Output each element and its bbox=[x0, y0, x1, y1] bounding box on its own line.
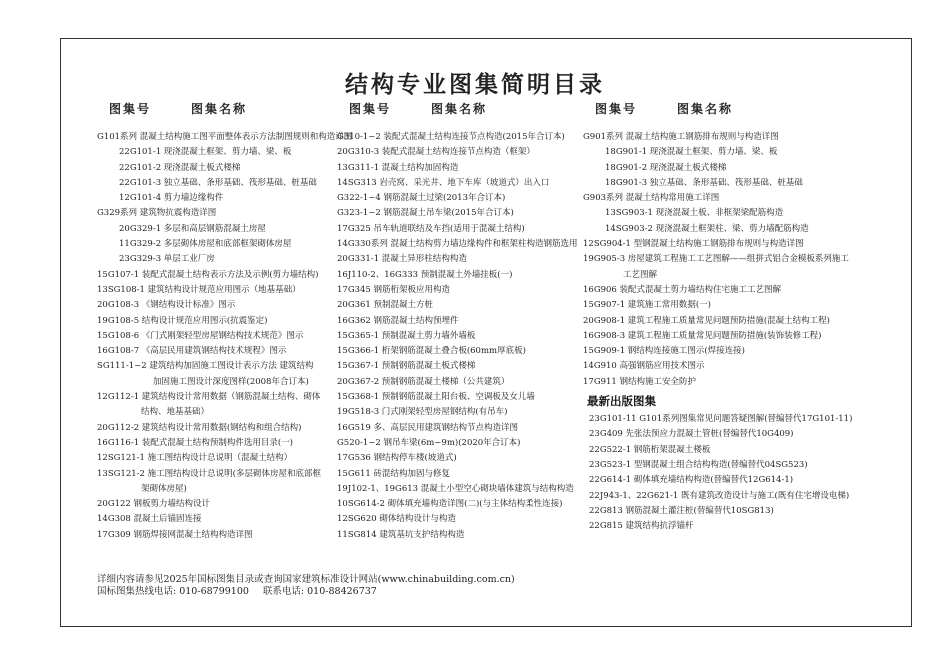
page-title: 结构专业图集简明目录 bbox=[345, 72, 605, 98]
new-section-list bbox=[583, 412, 883, 534]
catalog-entry: 15G366-1 桁架钢筋混凝土叠合板(60mm厚底板) bbox=[337, 346, 526, 357]
header-code: 图集号 bbox=[349, 102, 392, 116]
catalog-entry: 19G108-5 结构设计规范应用图示(抗震鉴定) bbox=[97, 315, 268, 326]
header-code: 图集号 bbox=[109, 102, 152, 116]
catalog-entry: 13G311-1 混凝土结构加固构造 bbox=[337, 162, 459, 173]
footer-website-line: 详细内容请参见2025年国标图集目录或查询国家建筑标准设计网站(www.chinabuilding.com.cn) bbox=[97, 574, 515, 585]
column-header bbox=[337, 100, 587, 120]
catalog-entry: G901系列 混凝土结构施工钢筋排布规则与构造详图 bbox=[583, 132, 779, 142]
catalog-entry: 20G108-3 《钢结构设计标准》图示 bbox=[97, 300, 236, 311]
catalog-entry: 20G329-1 多层和高层钢筋混凝土房屋 bbox=[119, 223, 266, 234]
catalog-entry: 20G122 钢板剪力墙结构设计 bbox=[97, 499, 211, 510]
catalog-entry: 15G367-1 预制钢筋混凝土板式楼梯 bbox=[337, 361, 476, 372]
new-catalog-entry: 23G101-11 G101系列图集常见问题答疑图解(替编替代17G101-11) bbox=[589, 414, 853, 425]
catalog-entry: 15G909-1 钢结构连接施工图示(焊接连接) bbox=[583, 346, 745, 357]
catalog-entry: 22G101-1 现浇混凝土框架、剪力墙、梁、板 bbox=[119, 147, 292, 158]
catalog-entry: 16G908-3 建筑工程施工质量常见问题预防措施(装饰装修工程) bbox=[583, 330, 822, 341]
catalog-column-3 bbox=[583, 100, 883, 534]
catalog-entry: 20G361 预制混凝土方桩 bbox=[337, 300, 434, 311]
new-section-title: 最新出版图集 bbox=[587, 394, 656, 409]
catalog-entry: G329系列 建筑物抗震构造详图 bbox=[97, 208, 217, 219]
footer-hotline: 国标图集热线电话: 010-68799100 bbox=[97, 586, 249, 597]
catalog-entry: 11G329-2 多层砌体房屋和底部框架砌体房屋 bbox=[119, 239, 292, 250]
catalog-list bbox=[583, 130, 883, 390]
catalog-entry: 13SG903-1 现浇混凝土板、非框架梁配筋构造 bbox=[605, 208, 784, 219]
catalog-entry: 12SG620 砌体结构设计与构造 bbox=[337, 514, 456, 525]
new-catalog-entry: 23G523-1 型钢混凝土组合结构构造(替编替代04SG523) bbox=[589, 459, 808, 470]
catalog-entry: 15G107-1 装配式混凝土结构表示方法及示例(剪力墙结构) bbox=[97, 269, 319, 280]
catalog-entry: G322-1~4 钢筋混凝土过梁(2013年合订本) bbox=[337, 193, 506, 204]
catalog-entry: 20G310-3 装配式混凝土结构连接节点构造（框架） bbox=[337, 147, 535, 158]
catalog-entry: 20G908-1 建筑工程施工质量常见问题预防措施(混凝土结构工程) bbox=[583, 315, 830, 326]
catalog-entry: 18G901-1 现浇混凝土框架、剪力墙、梁、板 bbox=[605, 147, 778, 158]
catalog-entry: 13SG108-1 建筑结构设计规范应用图示（地基基础） bbox=[97, 284, 301, 295]
catalog-entry: 15G611 砖混结构加固与修复 bbox=[337, 468, 451, 479]
catalog-entry: 加固施工图设计深度图样(2008年合订本) bbox=[153, 376, 309, 387]
catalog-entry: 11SG814 建筑基坑支护结构构造 bbox=[337, 529, 465, 540]
catalog-list bbox=[337, 130, 587, 543]
catalog-entry: 15G907-1 建筑施工常用数据(一) bbox=[583, 300, 711, 311]
header-code: 图集号 bbox=[595, 102, 638, 116]
new-catalog-entry: 23G409 先张法预应力混凝土管桩(替编替代10G409) bbox=[589, 429, 794, 440]
catalog-entry: G310-1~2 装配式混凝土结构连接节点构造(2015年合订本) bbox=[337, 132, 565, 142]
catalog-entry: 12G112-1 建筑结构设计常用数据（钢筋混凝土结构、砌体 bbox=[97, 392, 321, 403]
footer-phones bbox=[97, 586, 515, 598]
header-name: 图集名称 bbox=[677, 102, 734, 116]
catalog-entry: 19J102-1、19G613 混凝土小型空心砌块墙体建筑与结构构造 bbox=[337, 483, 574, 494]
header-name: 图集名称 bbox=[431, 102, 488, 116]
catalog-entry: 14SG313 岩壳窝、采光井、地下车库（坡道式）出入口 bbox=[337, 177, 550, 188]
catalog-entry: 12G101-4 剪力墙边缘构件 bbox=[119, 193, 224, 204]
catalog-entry: 15G365-1 预制混凝土剪力墙外墙板 bbox=[337, 330, 476, 341]
new-catalog-entry: 22J943-1、22G621-1 既有建筑改造设计与施工(既有住宅增设电梯) bbox=[589, 490, 850, 501]
catalog-entry: 22G101-2 现浇混凝土板式楼梯 bbox=[119, 162, 241, 173]
catalog-entry: 13SG121-2 施工图结构设计总说明(多层砌体房屋和底部框 bbox=[97, 468, 321, 479]
new-catalog-entry: 22G522-1 钢筋桁架混凝土楼板 bbox=[589, 444, 711, 455]
catalog-entry: G101系列 混凝土结构施工图平面整体表示方法制图规则和构造详图 bbox=[97, 132, 353, 142]
catalog-entry: 18G901-3 独立基础、条形基础、筏形基础、桩基础 bbox=[605, 177, 803, 188]
catalog-entry: 20G331-1 混凝土异形柱结构构造 bbox=[337, 254, 467, 265]
new-catalog-entry: 22G614-1 砌体填充墙结构构造(替编替代12G614-1) bbox=[589, 475, 794, 486]
catalog-entry: 16G108-7 《高层民用建筑钢结构技术规程》图示 bbox=[97, 346, 287, 357]
catalog-entry: 22G101-3 独立基础、条形基础、筏形基础、桩基础 bbox=[119, 177, 317, 188]
column-header bbox=[97, 100, 337, 120]
catalog-entry: 16J110-2、16G333 预制混凝土外墙挂板(一) bbox=[337, 269, 513, 280]
catalog-entry: 12SG121-1 施工图结构设计总说明（混凝土结构） bbox=[97, 453, 293, 464]
catalog-entry: 17G911 钢结构施工安全防护 bbox=[583, 376, 697, 387]
header-name: 图集名称 bbox=[191, 102, 248, 116]
catalog-entry: 14G308 混凝土后锚固连接 bbox=[97, 514, 202, 525]
catalog-entry: 15G108-6 《门式刚架轻型房屋钢结构技术规范》图示 bbox=[97, 330, 304, 341]
catalog-entry: 14G330系列 混凝土结构剪力墙边缘构件和框架柱构造钢筋选用 bbox=[337, 239, 578, 250]
catalog-entry: 12SG904-1 型钢混凝土结构施工钢筋排布规则与构造详图 bbox=[583, 239, 804, 250]
footer-contact: 联系电话: 010-88426737 bbox=[262, 586, 377, 597]
catalog-entry: G520-1~2 钢吊车梁(6m~9m)(2020年合订本) bbox=[337, 437, 521, 448]
catalog-entry: G903系列 混凝土结构常用施工详图 bbox=[583, 193, 720, 204]
catalog-entry: 10SG614-2 砌体填充墙构造详图(二)(与主体结构柔性连接) bbox=[337, 499, 563, 510]
catalog-entry: G323-1~2 钢筋混凝土吊车梁(2015年合订本) bbox=[337, 208, 514, 219]
catalog-column-1 bbox=[97, 100, 353, 543]
catalog-entry: 20G112-2 建筑结构设计常用数据(钢结构和组合结构) bbox=[97, 422, 302, 433]
catalog-entry: 19G905-3 房屋建筑工程施工工艺图解——组拼式铝合金模板系列施工 bbox=[583, 254, 849, 265]
catalog-entry: 16G362 钢筋混凝土结构预埋件 bbox=[337, 315, 459, 326]
catalog-entry: 14G910 高强钢筋应用技术图示 bbox=[583, 361, 705, 372]
catalog-entry: 19G518-3 门式刚架轻型房屋钢结构(有吊车) bbox=[337, 407, 508, 418]
catalog-entry: 23G329-3 单层工业厂房 bbox=[119, 254, 215, 265]
catalog-entry: SG111-1~2 建筑结构加固施工图设计表示方法 建筑结构 bbox=[97, 361, 314, 372]
catalog-entry: 17G345 钢筋桁架板应用构造 bbox=[337, 284, 451, 295]
catalog-entry: 结构、地基基础） bbox=[141, 407, 210, 418]
catalog-entry: 14SG903-2 现浇混凝土框架柱、梁、剪力墙配筋构造 bbox=[605, 223, 809, 234]
catalog-entry: 18G901-2 现浇混凝土板式楼梯 bbox=[605, 162, 727, 173]
footer bbox=[97, 574, 515, 598]
catalog-entry: 工艺图解 bbox=[623, 269, 658, 280]
catalog-entry: 17G309 钢筋焊接网混凝土结构构造详图 bbox=[97, 529, 253, 540]
catalog-entry: 16G519 多、高层民用建筑钢结构节点构造详图 bbox=[337, 422, 519, 433]
catalog-entry: 17G325 吊车轨道联结及车挡(适用于混凝土结构) bbox=[337, 223, 525, 234]
catalog-entry: 架砌体房屋) bbox=[141, 483, 187, 494]
new-catalog-entry: 22G815 建筑结构抗浮锚杆 bbox=[589, 521, 694, 532]
catalog-entry: 15G368-1 预制钢筋混凝土阳台板、空调板及女儿墙 bbox=[337, 392, 535, 403]
catalog-entry: 20G367-2 预制钢筋混凝土楼梯（公共建筑） bbox=[337, 376, 510, 387]
new-catalog-entry: 22G813 钢筋混凝土灌注桩(替编替代10SG813) bbox=[589, 505, 774, 516]
catalog-column-2 bbox=[337, 100, 587, 543]
catalog-list bbox=[97, 130, 353, 543]
catalog-entry: 17G536 钢结构停车楼(坡道式) bbox=[337, 453, 457, 464]
catalog-entry: 16G906 装配式混凝土剪力墙结构住宅施工工艺图解 bbox=[583, 284, 782, 295]
catalog-entry: 16G116-1 装配式混凝土结构预制构件选用目录(一) bbox=[97, 437, 293, 448]
column-header bbox=[583, 100, 883, 120]
